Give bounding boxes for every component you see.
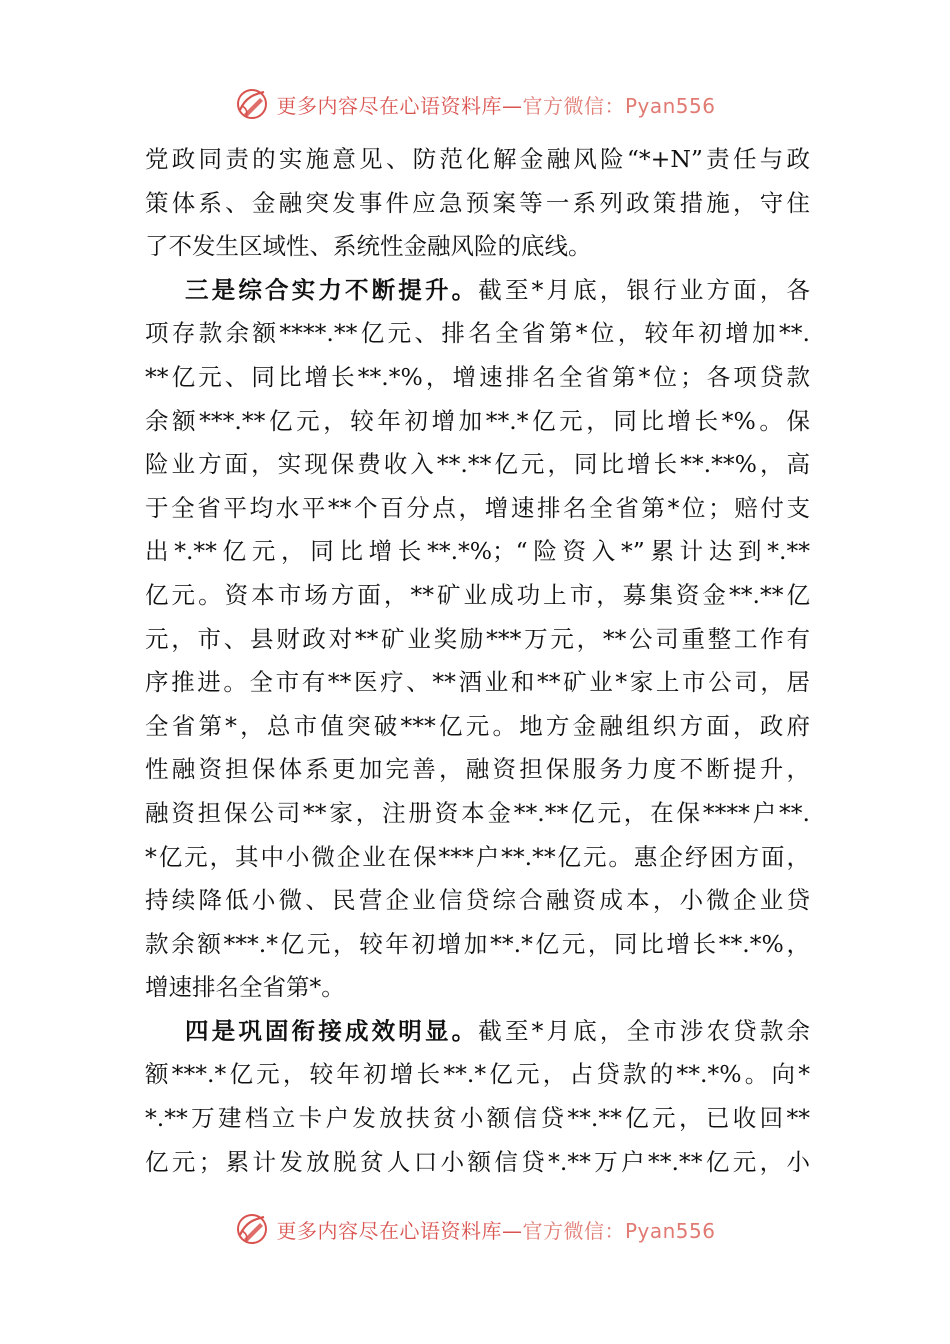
paragraph-heading: 四是巩固衔接成效明显。 [185, 1016, 479, 1045]
paragraph-heading: 三是综合实力不断提升。 [185, 275, 479, 304]
pen-logo-icon [234, 1211, 270, 1247]
text-line: 项存款余额****.**亿元、排名全省第*位，较年初增加**. [145, 319, 810, 348]
text-line: 策体系、金融突发事件应急预案等一系列政策措施，守住 [145, 188, 810, 217]
text-line: 亿元。资本市场方面，**矿业成功上市，募集资金**.**亿 [145, 580, 810, 609]
text-line: 款余额***.*亿元，较年初增加**.*亿元，同比增长**.*%， [145, 929, 810, 958]
watermark-text: 更多内容尽在心语资料库—官方微信：Pyan556 [276, 93, 716, 118]
text-line: 序推进。全市有**医疗、**酒业和**矿业*家上市公司，居 [145, 668, 810, 697]
text-line: 融资担保公司**家，注册资本金**.**亿元，在保****户**. [145, 798, 810, 827]
paragraph [145, 269, 810, 1010]
text-line: 于全省平均水平**个百分点，增速排名全省第*位；赔付支 [145, 493, 810, 522]
watermark-text: 更多内容尽在心语资料库—官方微信：Pyan556 [276, 1218, 716, 1243]
text-line: *亿元，其中小微企业在保***户**.**亿元。惠企纾困方面， [145, 842, 810, 871]
text-line: 元，市、县财政对**矿业奖励***万元，**公司重整工作有 [145, 624, 810, 653]
text-line: 持续降低小微、民营企业信贷综合融资成本，小微企业贷 [145, 886, 810, 915]
text-line: 出*.**亿元，同比增长**.*%；“险资入*”累计达到*.** [145, 537, 810, 566]
text-line: 额***.*亿元，较年初增长**.*亿元，占贷款的**.*%。向* [145, 1060, 810, 1089]
text-line: 党政同责的实施意见、防范化解金融风险“*+N”责任与政 [145, 145, 810, 173]
watermark-banner-bottom [0, 1209, 950, 1249]
text-line: 全省第*，总市值突破***亿元。地方金融组织方面，政府 [145, 711, 810, 740]
text-line: **亿元、同比增长**.*%，增速排名全省第*位；各项贷款 [145, 362, 810, 391]
text-line: 余额***.**亿元，较年初增加**.*亿元，同比增长*%。保 [145, 406, 810, 435]
paragraph [145, 1010, 810, 1184]
pen-logo-icon [234, 86, 270, 122]
text-line: 亿元；累计发放脱贫人口小额信贷*.**万户**.**亿元，小 [145, 1147, 810, 1176]
text-line: 性融资担保体系更加完善，融资担保服务力度不断提升， [145, 755, 810, 784]
text-line: 三是综合实力不断提升。截至*月底，银行业方面，各 [185, 275, 811, 304]
text-line: *.**万建档立卡户发放扶贫小额信贷**.**亿元，已收回** [145, 1104, 810, 1133]
text-line: 了不发生区域性、系统性金融风险的底线。 [145, 232, 592, 261]
text-line: 四是巩固衔接成效明显。截至*月底，全市涉农贷款余 [185, 1016, 811, 1045]
text-line: 增速排名全省第*。 [145, 973, 345, 1002]
document-body [145, 138, 810, 1184]
watermark-banner-top [0, 84, 950, 124]
text-line: 险业方面，实现保费收入**.**亿元，同比增长**.**%，高 [145, 450, 810, 479]
paragraph [145, 138, 810, 269]
